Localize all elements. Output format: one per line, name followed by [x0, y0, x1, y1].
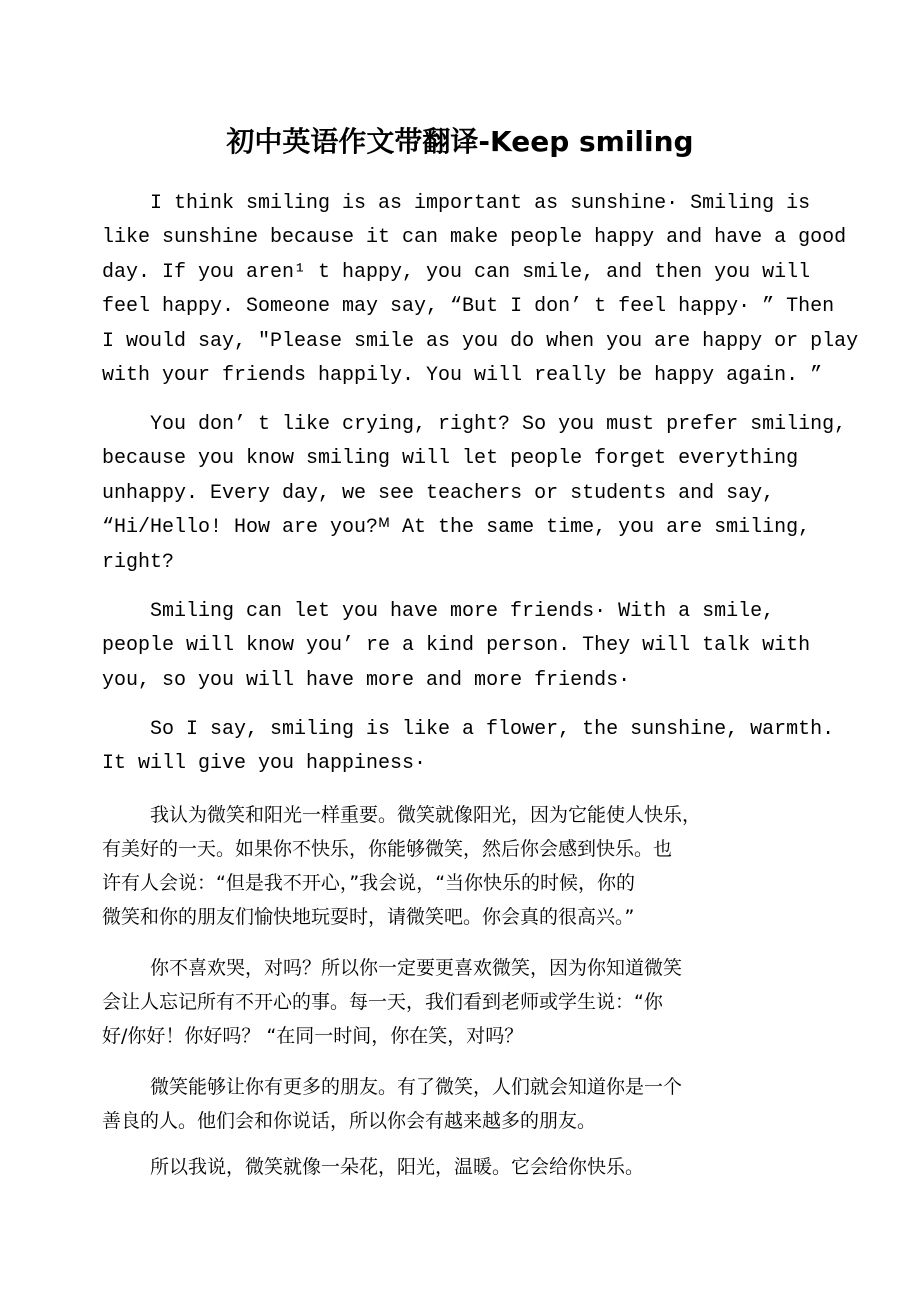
text-line: 会让人忘记所有不开心的事。每一天，我们看到老师或学生说：“你	[102, 991, 663, 1013]
text-line: I think smiling is as important as sunshine· Smiling is	[150, 192, 811, 215]
text-line: 所以我说，微笑就像一朵花，阳光，温暖。它会给你快乐。	[150, 1156, 645, 1178]
text-line: 许有人会说：“但是我不开心，”我会说，“当你快乐的时候，你的	[102, 872, 636, 894]
text-line: 好/你好！你好吗？ “在同一时间，你在笑，对吗？	[102, 1025, 524, 1047]
chinese-paragraph-4	[102, 1150, 782, 1184]
text-line: with your friends happily. You will really be happy again. ”	[102, 364, 823, 388]
text-line: you, so you will have more and more friends·	[102, 668, 631, 692]
text-line: feel happy. Someone may say, “But I don’ t feel happy· ” Then	[102, 295, 835, 319]
document-title: 初中英语作文带翻译-Keep smiling	[226, 125, 694, 158]
text-line: So I say, smiling is like a flower, the sunshine, warmth.	[150, 718, 835, 741]
english-paragraph-2	[102, 408, 847, 580]
text-line: It will give you happiness·	[102, 752, 427, 776]
text-line: 有美好的一天。如果你不快乐，你能够微笑，然后你会感到快乐。也	[102, 838, 673, 860]
text-line: people will know you’ re a kind person. They will talk with	[102, 634, 811, 658]
text-line: 你不喜欢哭，对吗？所以你一定要更喜欢微笑，因为你知道微笑	[150, 957, 683, 979]
english-paragraph-1	[102, 187, 859, 393]
english-paragraph-4	[102, 713, 835, 782]
text-line: 我认为微笑和阳光一样重要。微笑就像阳光，因为它能使人快乐，	[150, 804, 702, 826]
text-line: Smiling can let you have more friends· With a smile,	[150, 600, 775, 623]
text-line: right?	[102, 550, 175, 574]
text-line: unhappy. Every day, we see teachers or students and say,	[102, 481, 775, 505]
text-line: You don’ t like crying, right? So you must prefer smiling,	[150, 413, 847, 436]
text-line: like sunshine because it can make people happy and have a good	[102, 226, 847, 250]
text-line: “Hi/Hello! How are you?ᴹ At the same time, you are smiling,	[102, 516, 811, 540]
chinese-paragraph-2	[102, 951, 782, 1053]
text-line: 善良的人。他们会和你说话，所以你会有越来越多的朋友。	[102, 1110, 597, 1132]
english-paragraph-3	[102, 595, 832, 698]
text-line: 微笑和你的朋友们愉快地玩耍时，请微笑吧。你会真的很高兴。”	[102, 906, 635, 928]
chinese-paragraph-1	[102, 798, 782, 934]
text-line: because you know smiling will let people forget everything	[102, 447, 799, 471]
chinese-paragraph-3	[102, 1070, 782, 1138]
text-line: 微笑能够让你有更多的朋友。有了微笑，人们就会知道你是一个	[150, 1076, 683, 1098]
text-line: day. If you aren¹ t happy, you can smile, and then you will	[102, 260, 811, 284]
text-line: I would say, ″Please smile as you do when you are happy or play	[102, 329, 859, 353]
